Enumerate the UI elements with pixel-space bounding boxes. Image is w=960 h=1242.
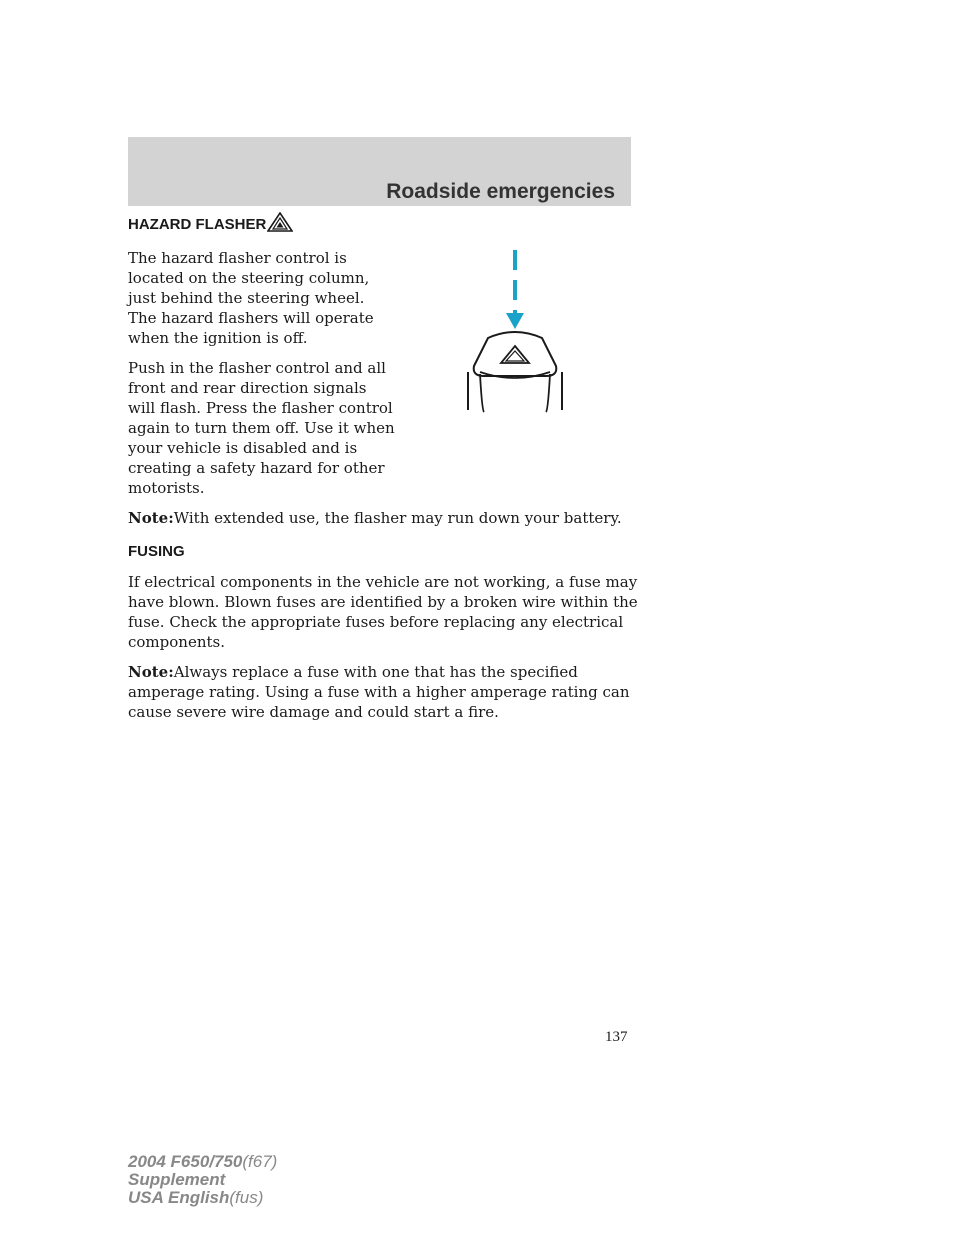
fusing-heading: FUSING bbox=[128, 543, 185, 560]
section-title: Roadside emergencies bbox=[386, 180, 615, 203]
warning-triangle-icon bbox=[267, 212, 293, 238]
hazard-note bbox=[128, 508, 648, 528]
footer-line-1 bbox=[128, 1153, 277, 1171]
footer-language: USA English bbox=[128, 1188, 230, 1207]
page-number: 137 bbox=[605, 1029, 628, 1045]
hazard-heading-text: HAZARD FLASHER bbox=[128, 216, 267, 233]
note-label: Note: bbox=[128, 663, 174, 681]
footer-model: 2004 F650/750 bbox=[128, 1152, 243, 1171]
page-content bbox=[128, 212, 648, 722]
hazard-flasher-button-icon bbox=[460, 248, 570, 418]
footer-model-code: (f67) bbox=[242, 1152, 278, 1171]
hazard-paragraph-1: The hazard flasher control is located on the steering column, just behind the steering wheel. The hazard flashers will operate when the ignition is off. bbox=[128, 249, 374, 347]
document-footer bbox=[128, 1153, 277, 1207]
footer-supplement: Supplement bbox=[128, 1170, 226, 1189]
fusing-note bbox=[128, 662, 648, 722]
footer-language-code: (fus) bbox=[229, 1188, 264, 1207]
footer-line-3 bbox=[128, 1189, 277, 1207]
note-text: Always replace a fuse with one that has the specified amperage rating. Using a fuse with a higher amperage rating can cause severe wire damage and could start a fire. bbox=[128, 663, 630, 721]
note-text: With extended use, the flasher may run down your battery. bbox=[173, 509, 622, 527]
footer-line-2 bbox=[128, 1171, 277, 1189]
fusing-paragraph: If electrical components in the vehicle are not working, a fuse may have blown. Blown fuses are identified by a broken wire within the fuse. Check the appropriate fuses before replacing any electrical components. bbox=[128, 573, 638, 651]
hazard-flasher-heading bbox=[128, 212, 648, 238]
note-label: Note: bbox=[128, 509, 174, 527]
section-header-band bbox=[128, 137, 631, 206]
hazard-paragraph-2: Push in the flasher control and all front and rear direction signals will flash. Press the flasher control again to turn them off. Use it when your vehicle is disabled and is creating a safety hazard for other motorists. bbox=[128, 359, 395, 497]
